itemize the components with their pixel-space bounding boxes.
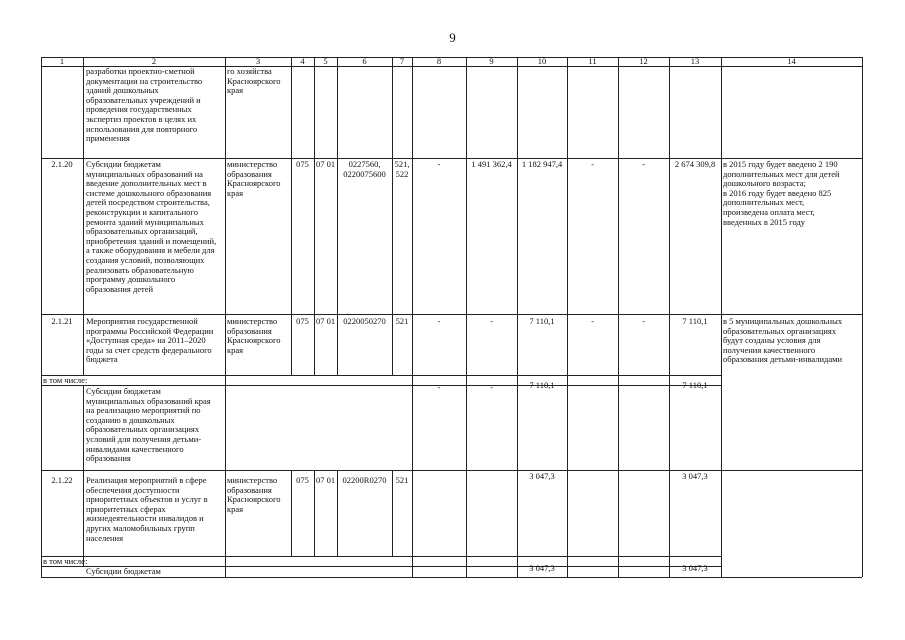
text-line: Красноярского (227, 75, 281, 86)
header-col-13: 13 (690, 56, 700, 66)
row-2122-col4: 075 (296, 475, 309, 485)
sub-2121-description (86, 387, 211, 464)
header-col-4: 4 (300, 56, 305, 66)
text-line: муниципальных образований края (86, 395, 211, 406)
vline (721, 57, 722, 577)
text-line: образовательных организациях (723, 325, 837, 336)
text-line: Реализация мероприятий в сфере (86, 475, 207, 485)
row-2122-description (86, 476, 208, 543)
row-2121-col10: 7 110,1 (529, 316, 555, 326)
text-line: приобретения зданий и помещений, (86, 235, 217, 246)
text-line: приоритетных объектов и услуг в (86, 494, 208, 505)
text-line: образовательных организациях (86, 424, 200, 435)
text-line: образовательных учреждений и (86, 94, 201, 105)
hline (41, 470, 862, 471)
text-line: а также оборудования и мебели для (86, 245, 215, 256)
text-line: введенных в 2015 году (723, 216, 806, 227)
row-2122-col10: 3 047,3 (529, 471, 555, 481)
text-line: реконструкции и капитального (86, 206, 198, 217)
row-2120-col5: 07 01 (315, 159, 336, 169)
header-col-1: 1 (59, 56, 65, 66)
text-line: населения (86, 532, 123, 543)
header-col-9: 9 (489, 56, 494, 66)
text-line: в 2015 году будет введено 2 190 (723, 159, 838, 169)
text-line: в 2016 году будет введено 825 (723, 187, 832, 198)
text-line: жизнедеятельности инвалидов и (86, 513, 204, 524)
text-line: Красноярского (227, 335, 281, 346)
text-line: 521, (394, 159, 410, 169)
row-2120-col9: 1 491 362,4 (471, 159, 512, 169)
row-2121-col12: - (642, 316, 645, 326)
row-2120-col6 (337, 160, 392, 179)
hline (41, 314, 862, 315)
header-col-11: 11 (588, 56, 597, 66)
vline (392, 57, 393, 375)
row-2121-col8: - (437, 316, 441, 326)
text-line: экспертиз проектов в целях их (86, 113, 197, 124)
text-line: в 5 муниципальных дошкольных (723, 316, 843, 326)
text-line: произведена оплата мест, (723, 206, 815, 217)
text-line: других маломобильных групп (86, 522, 195, 533)
text-line: образования (86, 453, 131, 464)
text-line: создания условий, позволяющих (86, 254, 205, 265)
text-line: Субсидии бюджетам (86, 159, 161, 169)
text-line: детей посредством строительства, (86, 197, 210, 208)
vline (83, 385, 84, 566)
sub-2122-col10: 3 047,3 (529, 563, 555, 573)
text-line: го хозяйства (227, 66, 272, 76)
vline (337, 57, 338, 375)
row-2121-col13: 7 110,1 (682, 316, 708, 326)
text-line: зданий дошкольных (86, 85, 159, 96)
text-line: муниципальных образований на (86, 168, 203, 179)
text-line: использования для повторного (86, 123, 198, 134)
text-line: 0227560, (348, 159, 381, 169)
text-line: министерство (227, 475, 278, 485)
text-line: дополнительных мест, (723, 197, 805, 208)
row-2121-number: 2.1.21 (51, 316, 73, 326)
row-2121-executor (227, 317, 281, 355)
text-line: дополнительных мест для детей (723, 168, 840, 179)
text-line: края (227, 85, 244, 96)
vline (225, 57, 226, 577)
text-line: образовательных организаций, (86, 226, 198, 237)
row-2120-number: 2.1.20 (51, 159, 73, 169)
text-line: инвалидами качественного (86, 443, 184, 454)
row-2121-description (86, 317, 213, 365)
header-col-12: 12 (639, 56, 648, 66)
vline (862, 57, 863, 577)
text-line: образования (227, 325, 272, 336)
text-line: на реализацию мероприятий по (86, 405, 201, 416)
text-line: 0220075600 (343, 168, 386, 179)
header-col-7: 7 (399, 56, 405, 66)
text-line: обеспечения доступности (86, 484, 180, 495)
row-2122-executor (227, 476, 281, 514)
header-col-6: 6 (362, 56, 367, 66)
row-2122-number: 2.1.22 (51, 475, 73, 485)
row-2122-col5: 07 01 (315, 475, 336, 485)
sub-2122-description: Субсидии бюджетам (86, 566, 161, 576)
row-2120-description (86, 160, 216, 294)
text-line: приоритетных сферах (86, 503, 166, 514)
text-line: бюджета (86, 354, 118, 365)
row-2120-col8: - (437, 159, 441, 169)
text-line: Субсидии бюджетам (86, 386, 161, 396)
row-a-executor (227, 67, 281, 96)
row-2122-col13: 3 047,3 (682, 471, 708, 481)
vline (314, 57, 315, 375)
row-a-description (86, 67, 202, 144)
text-line: реализовать образовательную (86, 264, 194, 275)
including-label: в том числе: (43, 375, 88, 385)
text-line: годы за счет средств федерального (86, 344, 212, 355)
text-line: 522 (395, 168, 409, 179)
row-2120-executor (227, 160, 281, 198)
row-2120-col4: 075 (296, 159, 309, 169)
text-line: введение дополнительных мест в (86, 178, 207, 189)
text-line: образования детьми-инвалидами (723, 354, 843, 365)
text-line: проведения государственных (86, 104, 192, 115)
row-2122-col6: 02200R0270 (342, 475, 387, 485)
row-2120-col11: - (591, 159, 594, 169)
text-line: министерство (227, 159, 278, 169)
header-col-5: 5 (323, 56, 328, 66)
hline (41, 375, 721, 376)
text-line: разработки проектно-сметной (86, 66, 195, 76)
text-line: «Доступная среда» на 2011–2020 (86, 335, 206, 346)
text-line: применения (86, 133, 130, 144)
row-2121-col5: 07 01 (315, 316, 336, 326)
text-line: программы Российской Федерации (86, 325, 214, 336)
text-line: Красноярского (227, 178, 281, 189)
row-2121-col11: - (591, 316, 594, 326)
header-col-14: 14 (787, 56, 796, 66)
row-2120-col13: 2 674 309,8 (674, 159, 716, 169)
hline (41, 556, 721, 557)
text-line: образования детей (86, 283, 154, 294)
text-line: образования (227, 484, 272, 495)
row-2120-col7 (392, 160, 412, 179)
sub-2121-col9: - (490, 382, 493, 392)
sub-2121-col13: 7 110,1 (682, 380, 708, 390)
sub-2121-col8: - (437, 382, 441, 392)
header-col-2: 2 (151, 56, 157, 66)
text-line: системе дошкольного образования (86, 187, 212, 198)
including-label: в том числе: (43, 556, 88, 566)
vline (291, 57, 292, 375)
sub-2122-col13: 3 047,3 (682, 563, 708, 573)
text-line: Красноярского (227, 494, 281, 505)
text-line: программу дошкольного (86, 274, 176, 285)
text-line: получения качественного (723, 344, 816, 355)
row-2122-col7: 521 (395, 475, 409, 485)
text-line: дошкольного возраста; (723, 178, 806, 189)
text-line: края (227, 503, 244, 514)
text-line: документации на строительство (86, 75, 203, 86)
vline (83, 57, 84, 375)
row-2120-result (723, 160, 840, 227)
text-line: будут созданы условия для (723, 335, 821, 346)
text-line: края (227, 187, 244, 198)
sub-2121-col10: 7 110,1 (529, 380, 555, 390)
header-col-3: 3 (255, 56, 261, 66)
row-2121-result (723, 317, 842, 365)
text-line: министерство (227, 316, 278, 326)
row-2121-col9: - (490, 316, 493, 326)
row-2120-col10: 1 182 947,4 (521, 159, 563, 169)
text-line: ремонта зданий муниципальных (86, 216, 204, 227)
text-line: края (227, 344, 244, 355)
row-2120-col12: - (642, 159, 645, 169)
text-line: образования (227, 168, 272, 179)
row-2121-col7: 521 (395, 316, 409, 326)
header-col-10: 10 (537, 56, 547, 66)
text-line: созданию в дошкольных (86, 414, 175, 425)
row-2121-col6: 0220050270 (343, 316, 386, 326)
text-line: условий для получения детьми- (86, 433, 202, 444)
hline (41, 577, 862, 578)
row-2121-col4: 075 (296, 316, 309, 326)
header-col-8: 8 (436, 56, 442, 66)
text-line: Мероприятия государственной (86, 316, 198, 326)
page-number: 9 (449, 30, 456, 45)
